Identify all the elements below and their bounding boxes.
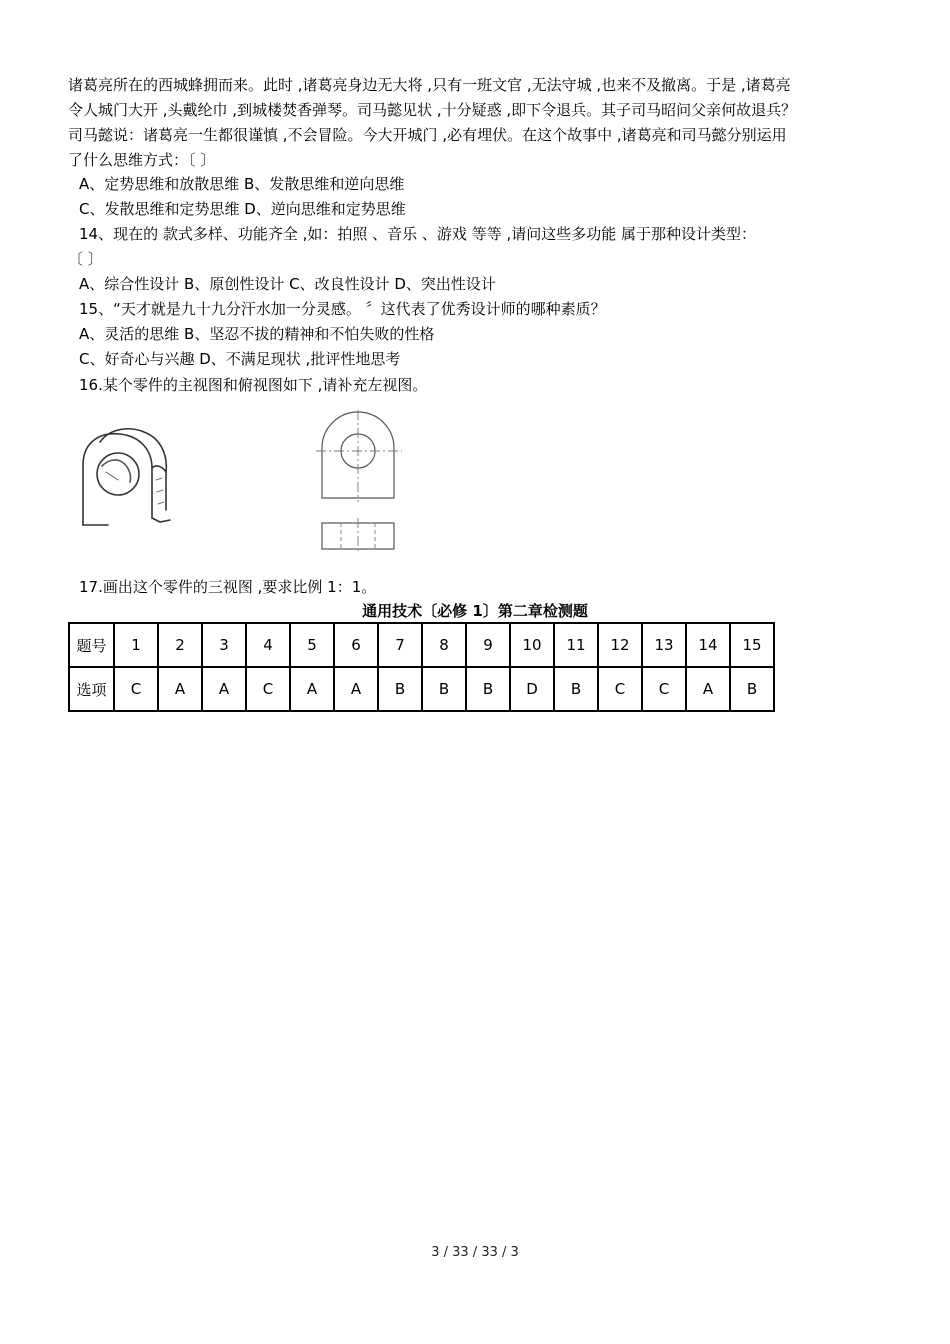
answer-cell: A [686,667,730,711]
number-cell: 8 [422,623,466,667]
paragraph-line-1: 诸葛亮所在的西城蜂拥而来。此时 ,诸葛亮身边无大将 ,只有一班文官 ,无法守城 ,也来不及撤离。于是 ,诸葛亮 [68,76,791,94]
number-cell: 4 [246,623,290,667]
q15-options-cd: C、好奇心与兴趣 D、不满足现状 ,批评性地思考 [79,350,401,368]
answer-table [68,622,775,712]
number-row [69,623,774,667]
number-cell: 11 [554,623,598,667]
number-cell: 5 [290,623,334,667]
q14-stem: 14、现在的 款式多样、功能齐全 ,如：拍照 、音乐 、游戏 等等 ,请问这些多功能 属于那种设计类型： [79,225,757,243]
paragraph-line-3: 司马懿说：诸葛亮一生都很谨慎 ,不会冒险。今大开城门 ,必有埋伏。在这个故事中 ,诸葛亮和司马懿分别运用 [68,126,787,144]
number-cell: 13 [642,623,686,667]
q15-options-ab: A、灵活的思维 B、坚忍不拔的精神和不怕失败的性格 [79,325,435,343]
page-footer: 3 / 33 / 33 / 3 [431,1245,519,1260]
number-cell: 9 [466,623,510,667]
number-cell: 3 [202,623,246,667]
q16-text: 16.某个零件的主视图和俯视图如下 ,请补充左视图。 [79,376,428,394]
number-cell: 6 [334,623,378,667]
number-cell: 10 [510,623,554,667]
part-isometric-sketch [78,420,178,530]
number-cell: 12 [598,623,642,667]
answer-cell: B [554,667,598,711]
number-cell: 14 [686,623,730,667]
answer-cell: A [158,667,202,711]
paragraph-line-4: 了什么思维方式：〔 〕 [68,151,216,169]
answer-cell: A [202,667,246,711]
answer-cell: B [378,667,422,711]
number-cell: 2 [158,623,202,667]
answer-table-title: 通用技术〔必修 1〕第二章检测题 [362,602,588,620]
paragraph-line-2: 令人城门大开 ,头戴纶巾 ,到城楼焚香弹琴。司马懿见状 ,十分疑惑 ,即下令退兵。其子司马昭问父亲何故退兵？ [68,101,797,119]
answer-cell: C [642,667,686,711]
answer-cell: C [598,667,642,711]
answer-row [69,667,774,711]
answer-cell: B [466,667,510,711]
q14-options: A、综合性设计 B、原创性设计 C、改良性设计 D、突出性设计 [79,275,496,293]
number-cell: 15 [730,623,774,667]
answer-cell: A [290,667,334,711]
row-label-number: 题号 [69,623,114,667]
front-view-drawing [316,408,406,553]
q15-stem: 15、“天才就是九十九分汗水加一分灵感。 〞这代表了优秀设计师的哪种素质？ [79,300,606,318]
answer-cell: D [510,667,554,711]
q13-options-cd: C、发散思维和定势思维 D、逆向思维和定势思维 [79,200,406,218]
number-cell: 1 [114,623,158,667]
q17-text: 17.画出这个零件的三视图 ,要求比例 1：1。 [79,578,377,596]
number-cell: 7 [378,623,422,667]
row-label-answer: 选项 [69,667,114,711]
q14-bracket: 〔 〕 [68,250,103,268]
answer-cell: C [246,667,290,711]
q13-options-ab: A、定势思维和放散思维 B、发散思维和逆向思维 [79,175,405,193]
answer-cell: C [114,667,158,711]
answer-cell: B [422,667,466,711]
answer-cell: B [730,667,774,711]
answer-cell: A [334,667,378,711]
